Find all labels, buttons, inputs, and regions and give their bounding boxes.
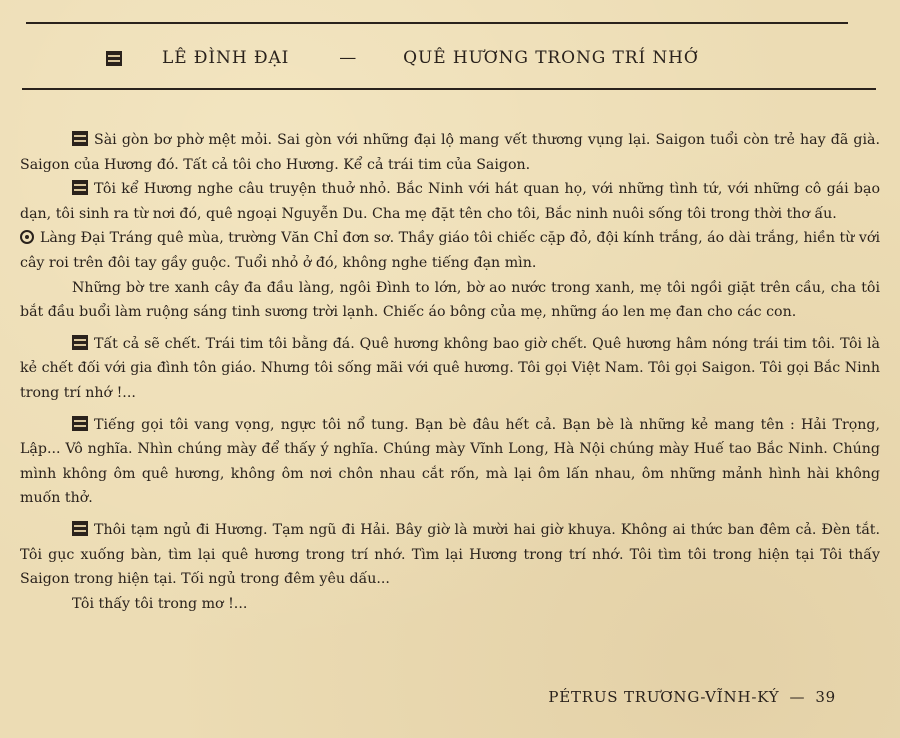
block-ornament-icon: [106, 51, 122, 66]
paragraph-6: Tiếng gọi tôi vang vọng, ngực tôi nổ tung. Bạn bè đâu hết cả. Bạn bè là những kẻ mang tên : Hải Trọng, Lập... Vô nghĩa. Nhìn chúng mày để thấy ý nghĩa. Chúng mày Vĩnh Long, Hà Nội chúng mày Huế tao Bắc Ninh. Chúng mình không ôm quê hương, không ôm nơi chôn nhau cắt rốn, mà lại ôm lấn nhau, ôm những mảnh hình hài không muốn thở.: [20, 416, 880, 507]
block-ornament-icon: [72, 416, 88, 431]
header-top-rule: [26, 22, 848, 24]
header-work-title: QUÊ HƯƠNG TRONG TRÍ NHỚ: [403, 48, 699, 68]
header-bottom-rule: [22, 88, 876, 90]
running-header: [106, 44, 826, 72]
paragraph-1: Sài gòn bơ phờ mệt mỏi. Sai gòn với những đại lộ mang vết thương vụng lại. Saigon tuổi còn trẻ hay đã già. Saigon của Hương đó. Tất cả tôi cho Hương. Kể cả trái tim của Saigon.: [20, 132, 880, 173]
block-ornament-icon: [72, 131, 88, 146]
block-ornament-icon: [72, 335, 88, 350]
paragraph-2: Tôi kể Hương nghe câu truyện thuở nhỏ. Bắc Ninh với hát quan họ, với những tình tứ, với những cô gái bạo dạn, tôi sinh ra từ nơi đó, quê ngoại Nguyễn Du. Cha mẹ đặt tên cho tôi, Bắc ninh nuôi sống tôi trong thời thơ ấu.: [20, 181, 880, 222]
paragraph-3: Làng Đại Tráng quê mùa, trường Văn Chỉ đơn sơ. Thầy giáo tôi chiếc cặp đỏ, đội kính trắng, áo dài trắng, hiền từ với cây roi trên đôi tay gầy guộc. Tuổi nhỏ ở đó, không nghe tiếng đạn mìn.: [20, 230, 880, 271]
paragraph-5: Tất cả sẽ chết. Trái tim tôi bằng đá. Quê hương không bao giờ chết. Quê hương hâm nóng trái tim tôi. Tôi là kẻ chết đối với gia đình tôn giáo. Nhưng tôi sống mãi với quê hương. Tôi gọi Việt Nam. Tôi gọi Saigon. Tôi gọi Bắc Ninh trong trí nhớ !...: [20, 335, 880, 401]
article-body: [20, 128, 880, 616]
footer-dash: —: [789, 688, 806, 706]
round-ornament-icon: [20, 230, 34, 244]
page-footer: [548, 688, 836, 706]
header-dash: —: [339, 48, 358, 68]
paragraph-8: Tôi thấy tôi trong mơ !...: [72, 595, 248, 612]
paragraph-7: Thôi tạm ngủ đi Hương. Tạm ngũ đi Hải. Bây giờ là mười hai giờ khuya. Không ai thức ban đêm cả. Đèn tắt. Tôi gục xuống bàn, tìm lại quê hương trong trí nhớ. Tìm lại Hương trong trí nhớ. Tôi tìm tôi trong hiện tại Tôi thấy Saigon trong hiện tại. Tối ngủ trong đêm yêu dấu...: [20, 521, 880, 588]
paragraph-4: Những bờ tre xanh cây đa đầu làng, ngôi Đình to lớn, bờ ao nước trong xanh, mẹ tôi ngồi giặt trên cầu, cha tôi bắt đầu buổi làm ruộng sáng tinh sương trời lạnh. Chiếc áo bông của mẹ, những áo len mẹ đan cho các con.: [20, 279, 880, 321]
block-ornament-icon: [72, 180, 88, 195]
page-number: 39: [815, 688, 836, 706]
block-ornament-icon: [72, 521, 88, 536]
header-author: LÊ ĐÌNH ĐẠI: [162, 48, 290, 68]
footer-publication: PÉTRUS TRƯƠNG-VĨNH-KÝ: [548, 688, 780, 706]
